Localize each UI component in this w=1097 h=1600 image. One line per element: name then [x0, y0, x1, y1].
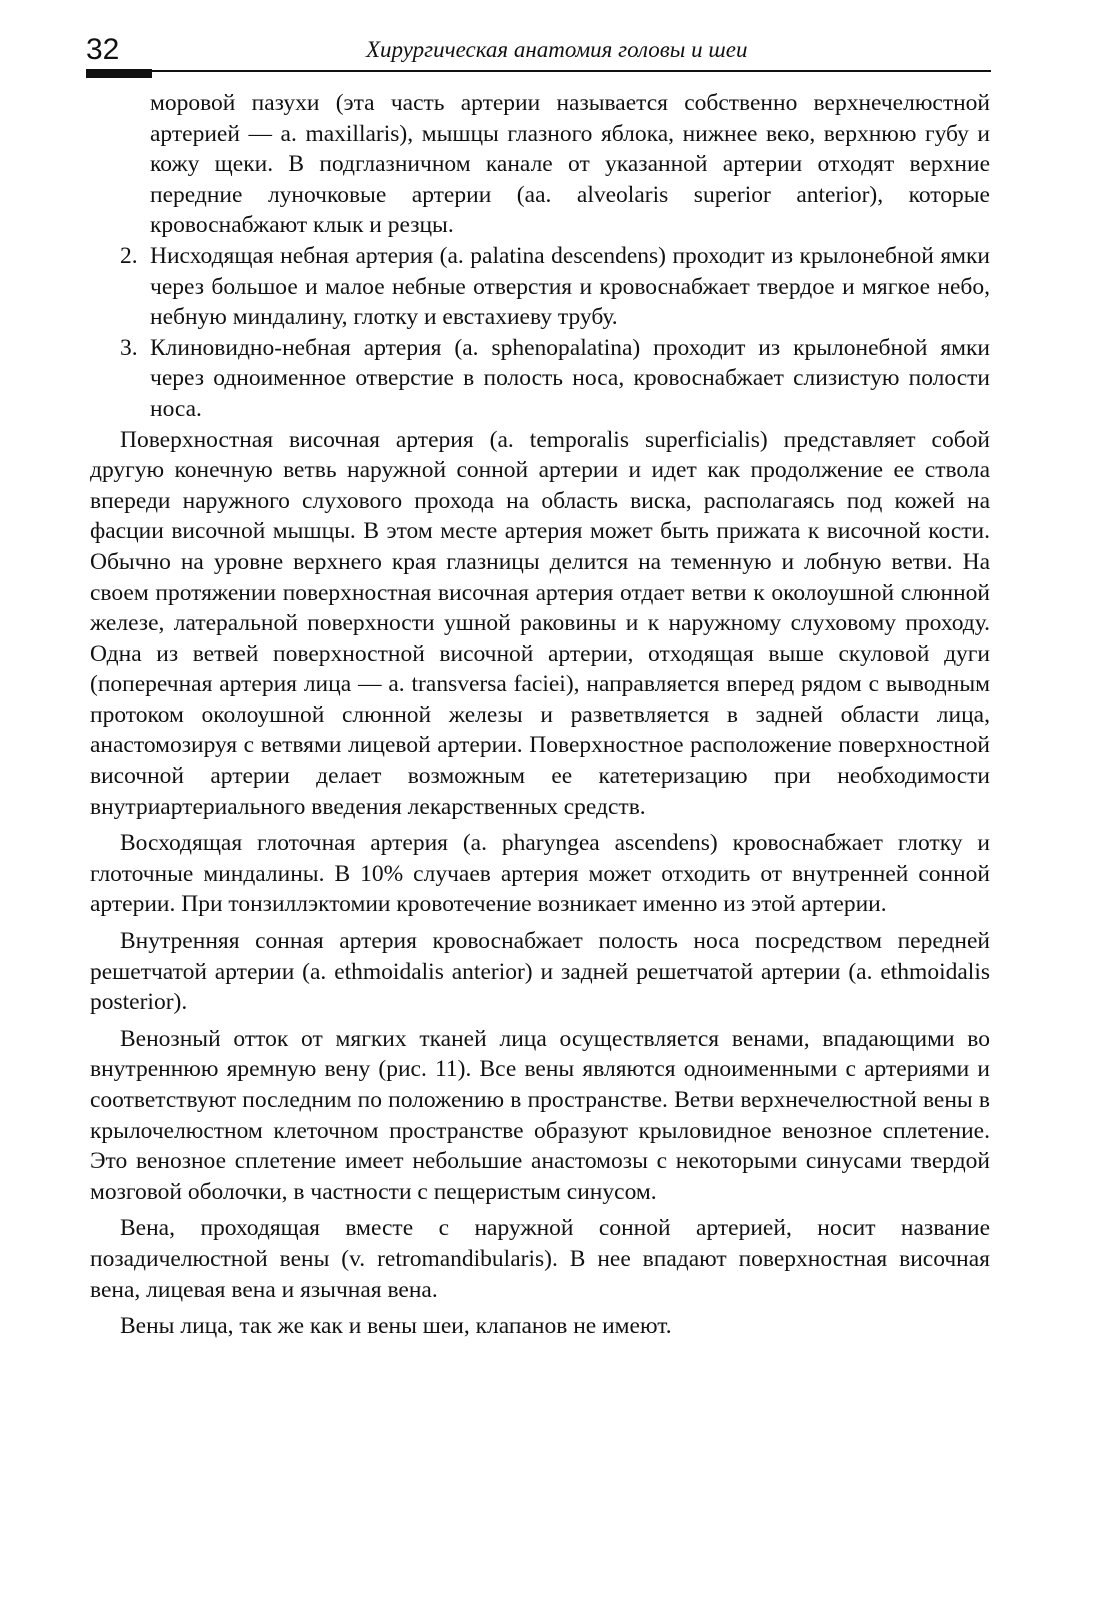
list-item-text: Нисходящая небная артерия (a. palatina descendens) проходит из крылонебной ямки через большое и малое небные отверстия и кровоснабжает твердое и мягкое небо, небную миндалину, глотку и евстахиеву трубу.: [150, 242, 990, 331]
paragraph-face-veins: Вены лица, так же как и вены шеи, клапанов не имеют.: [120, 1313, 672, 1340]
list-item-number: 2.: [120, 242, 138, 269]
list-item-number: 3.: [120, 334, 138, 361]
list-item: [120, 241, 990, 333]
header-block-mark: [86, 69, 152, 78]
paragraph-temporal-artery: Поверхностная височная артерия (a. temporalis superficialis) представляет собой другую конечную ветвь наружной сонной артерии и идет как продолжение ее ствола впереди наружного слухового прохода на область виска, располагаясь под кожей на фасции височной мышцы. В этом месте артерия может быть прижата к височной кости. Обычно на уровне верхнего края глазницы делится на теменную и лобную ветви. На своем протяжении поверхностная височная артерия отдает ветви к околоушной слюнной железе, латеральной поверхности ушной раковины и к наружному слуховому проходу. Одна из ветвей поверхностной височной артерии, отходящая выше скуловой дуги (поперечная артерия лица — a. transversa faciei), направляется вперед рядом с выводным протоком околоушной слюнной железы и разветвляется в задней области лица, анастомозируя с ветвями лицевой артерии. Поверхностное расположение поверхностной височной артерии делает возможным ее катетеризацию при необходимости внутриартериального введения лекарственных средств.: [90, 426, 990, 820]
paragraph-venous-outflow: Венозный отток от мягких тканей лица осуществляется венами, впадающими во внутреннюю яремную вену (рис. 11). Все вены являются одноименными с артериями и соответствуют последним по положению в пространстве. Ветви верхнечелюстной вены в крылочелюстном клеточном пространстве образуют крыловидное венозное сплетение. Это венозное сплетение имеет небольшие анастомозы с некоторыми синусами твердой мозговой оболочки, в частности с пещеристым синусом.: [90, 1025, 990, 1205]
list-item: [120, 333, 990, 425]
header-rule: [86, 70, 991, 72]
continued-paragraph: моровой пазухи (эта часть артерии называется собственно верхнечелюстной артерией — a. maxillaris), мышцы глазного яблока, нижнее веко, верхнюю губу и кожу щеки. В подглазничном канале от указанной артерии отходят верхние передние луночковые артерии (aa. alveolaris superior anterior), которые кровоснабжают клык и резцы.: [150, 90, 990, 239]
paragraph-internal-carotid: Внутренняя сонная артерия кровоснабжает полость носа посредством передней решетчатой артерии (a. ethmoidalis anterior) и задней решетчатой артерии (a. ethmoidalis posterior).: [90, 928, 990, 1016]
page-number: 32: [86, 33, 120, 66]
paragraph-pharyngeal-artery: Восходящая глоточная артерия (a. pharyngea ascendens) кровоснабжает глотку и глоточные миндалины. В 10% случаев артерия может отходить от внутренней сонной артерии. При тонзиллэктомии кровотечение возникает именно из этой артерии.: [90, 830, 990, 918]
page-body: [90, 88, 990, 1342]
paragraph-retromandibular-vein: Вена, проходящая вместе с наружной сонной артерией, носит название позадичелюстной вены (v. retromandibularis). В нее впадают поверхностная височная вена, лицевая вена и язычная вена.: [90, 1215, 990, 1303]
running-title: Хирургическая анатомия головы и шеи: [366, 37, 748, 62]
page-header: [86, 30, 991, 72]
list-item-text: Клиновидно-небная артерия (a. sphenopalatina) проходит из крылонебной ямки через одноименное отверстие в полость носа, кровоснабжает слизистую полости носа.: [150, 334, 990, 422]
